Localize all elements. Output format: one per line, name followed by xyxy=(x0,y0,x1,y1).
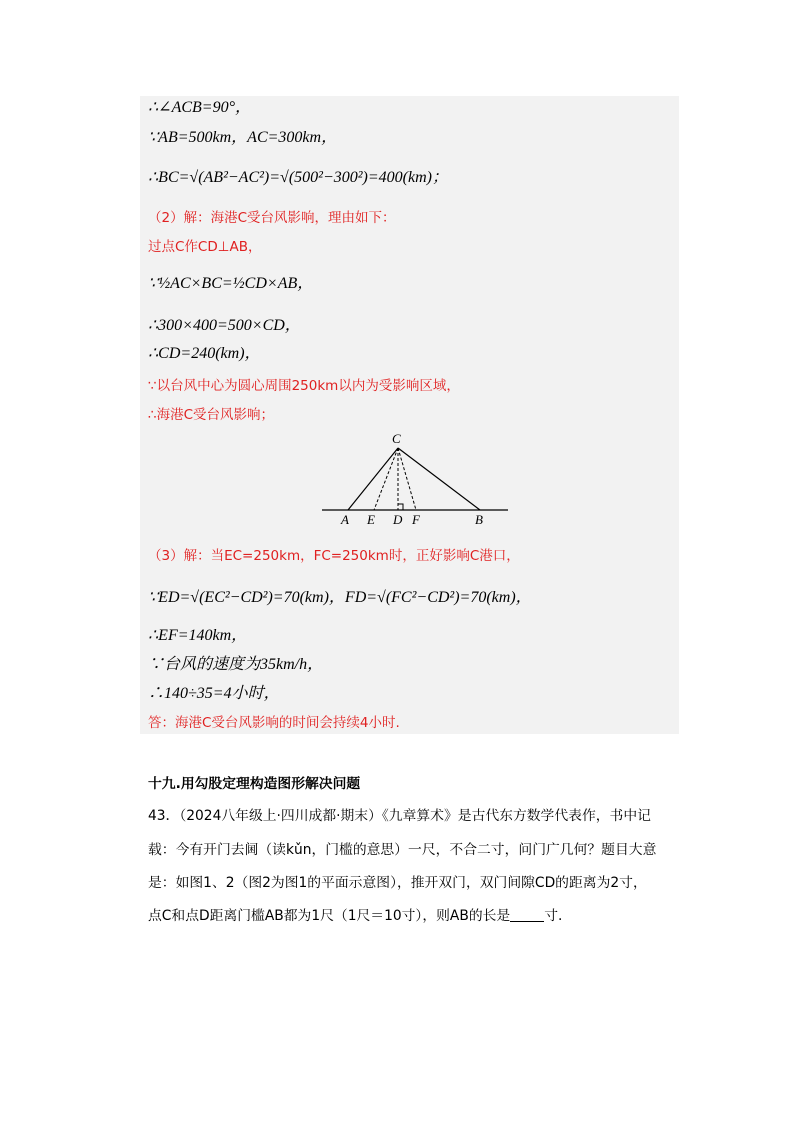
problem-line-2: 载：今有开门去阃（读kǔn，门槛的意思）一尺，不合二寸，问门广几何？题目大意 xyxy=(148,842,657,858)
label-f: F xyxy=(412,512,420,527)
problem-line-3: 是：如图1、2（图2为图1的平面示意图），推开双门，双门间隙CD的距离为2寸， xyxy=(148,875,647,891)
solution-line-14: ∵台风的速度为35km/h， xyxy=(148,656,324,673)
solution-line-15: ∴140÷35=4小时， xyxy=(148,685,280,702)
solution-line-10: ∴海港C受台风影响； xyxy=(148,407,275,423)
right-angle-mark xyxy=(398,504,403,510)
answer-blank xyxy=(510,907,544,922)
solution-line-12: ∵ED=√(EC²−CD²)=70(km)，FD=√(FC²−CD²)=70(km)， xyxy=(148,589,532,606)
label-a: A xyxy=(341,512,349,527)
solution-line-8: ∴CD=240(km)， xyxy=(148,345,261,362)
solution-line-1: ∴∠ACB=90°， xyxy=(148,99,252,116)
segment-cb xyxy=(398,448,480,510)
segment-cf xyxy=(398,448,416,510)
label-e: E xyxy=(367,512,375,527)
problem-line-1: 43．（2024八年级上·四川成都·期末）《九章算术》是古代东方数学代表作，书中记 xyxy=(148,808,651,824)
problem-line-4 xyxy=(148,906,668,926)
solution-line-7: ∴300×400=500×CD， xyxy=(148,317,301,334)
section-title: 十九.用勾股定理构造图形解决问题 xyxy=(148,776,361,792)
label-c: C xyxy=(392,431,401,446)
label-b: B xyxy=(475,512,483,527)
problem-line-4-end: 寸. xyxy=(544,908,563,924)
segment-ca xyxy=(348,448,398,510)
label-d: D xyxy=(393,512,403,527)
segment-ce xyxy=(374,448,398,510)
solution-line-9: ∵以台风中心为圆心周围250km以内为受影响区域， xyxy=(148,378,460,394)
solution-line-11: （3）解：当EC=250km，FC=250km时，正好影响C港口， xyxy=(148,548,520,564)
solution-line-3: ∴BC=√(AB²−AC²)=√(500²−300²)=400(km)； xyxy=(148,169,448,186)
solution-line-13: ∴EF=140km， xyxy=(148,627,248,644)
solution-line-6: ∵½AC×BC=½CD×AB， xyxy=(148,275,314,292)
solution-line-2: ∵AB=500km，AC=300km， xyxy=(148,129,338,146)
solution-line-16: 答：海港C受台风影响的时间会持续4小时. xyxy=(148,715,400,731)
solution-line-4: （2）解：海港C受台风影响，理由如下： xyxy=(148,210,396,226)
solution-line-5: 过点C作CD⊥AB， xyxy=(148,239,262,255)
geometry-figure xyxy=(318,428,514,530)
problem-line-4-text: 点C和点D距离门槛AB都为1尺（1尺＝10寸），则AB的长是 xyxy=(148,908,511,924)
